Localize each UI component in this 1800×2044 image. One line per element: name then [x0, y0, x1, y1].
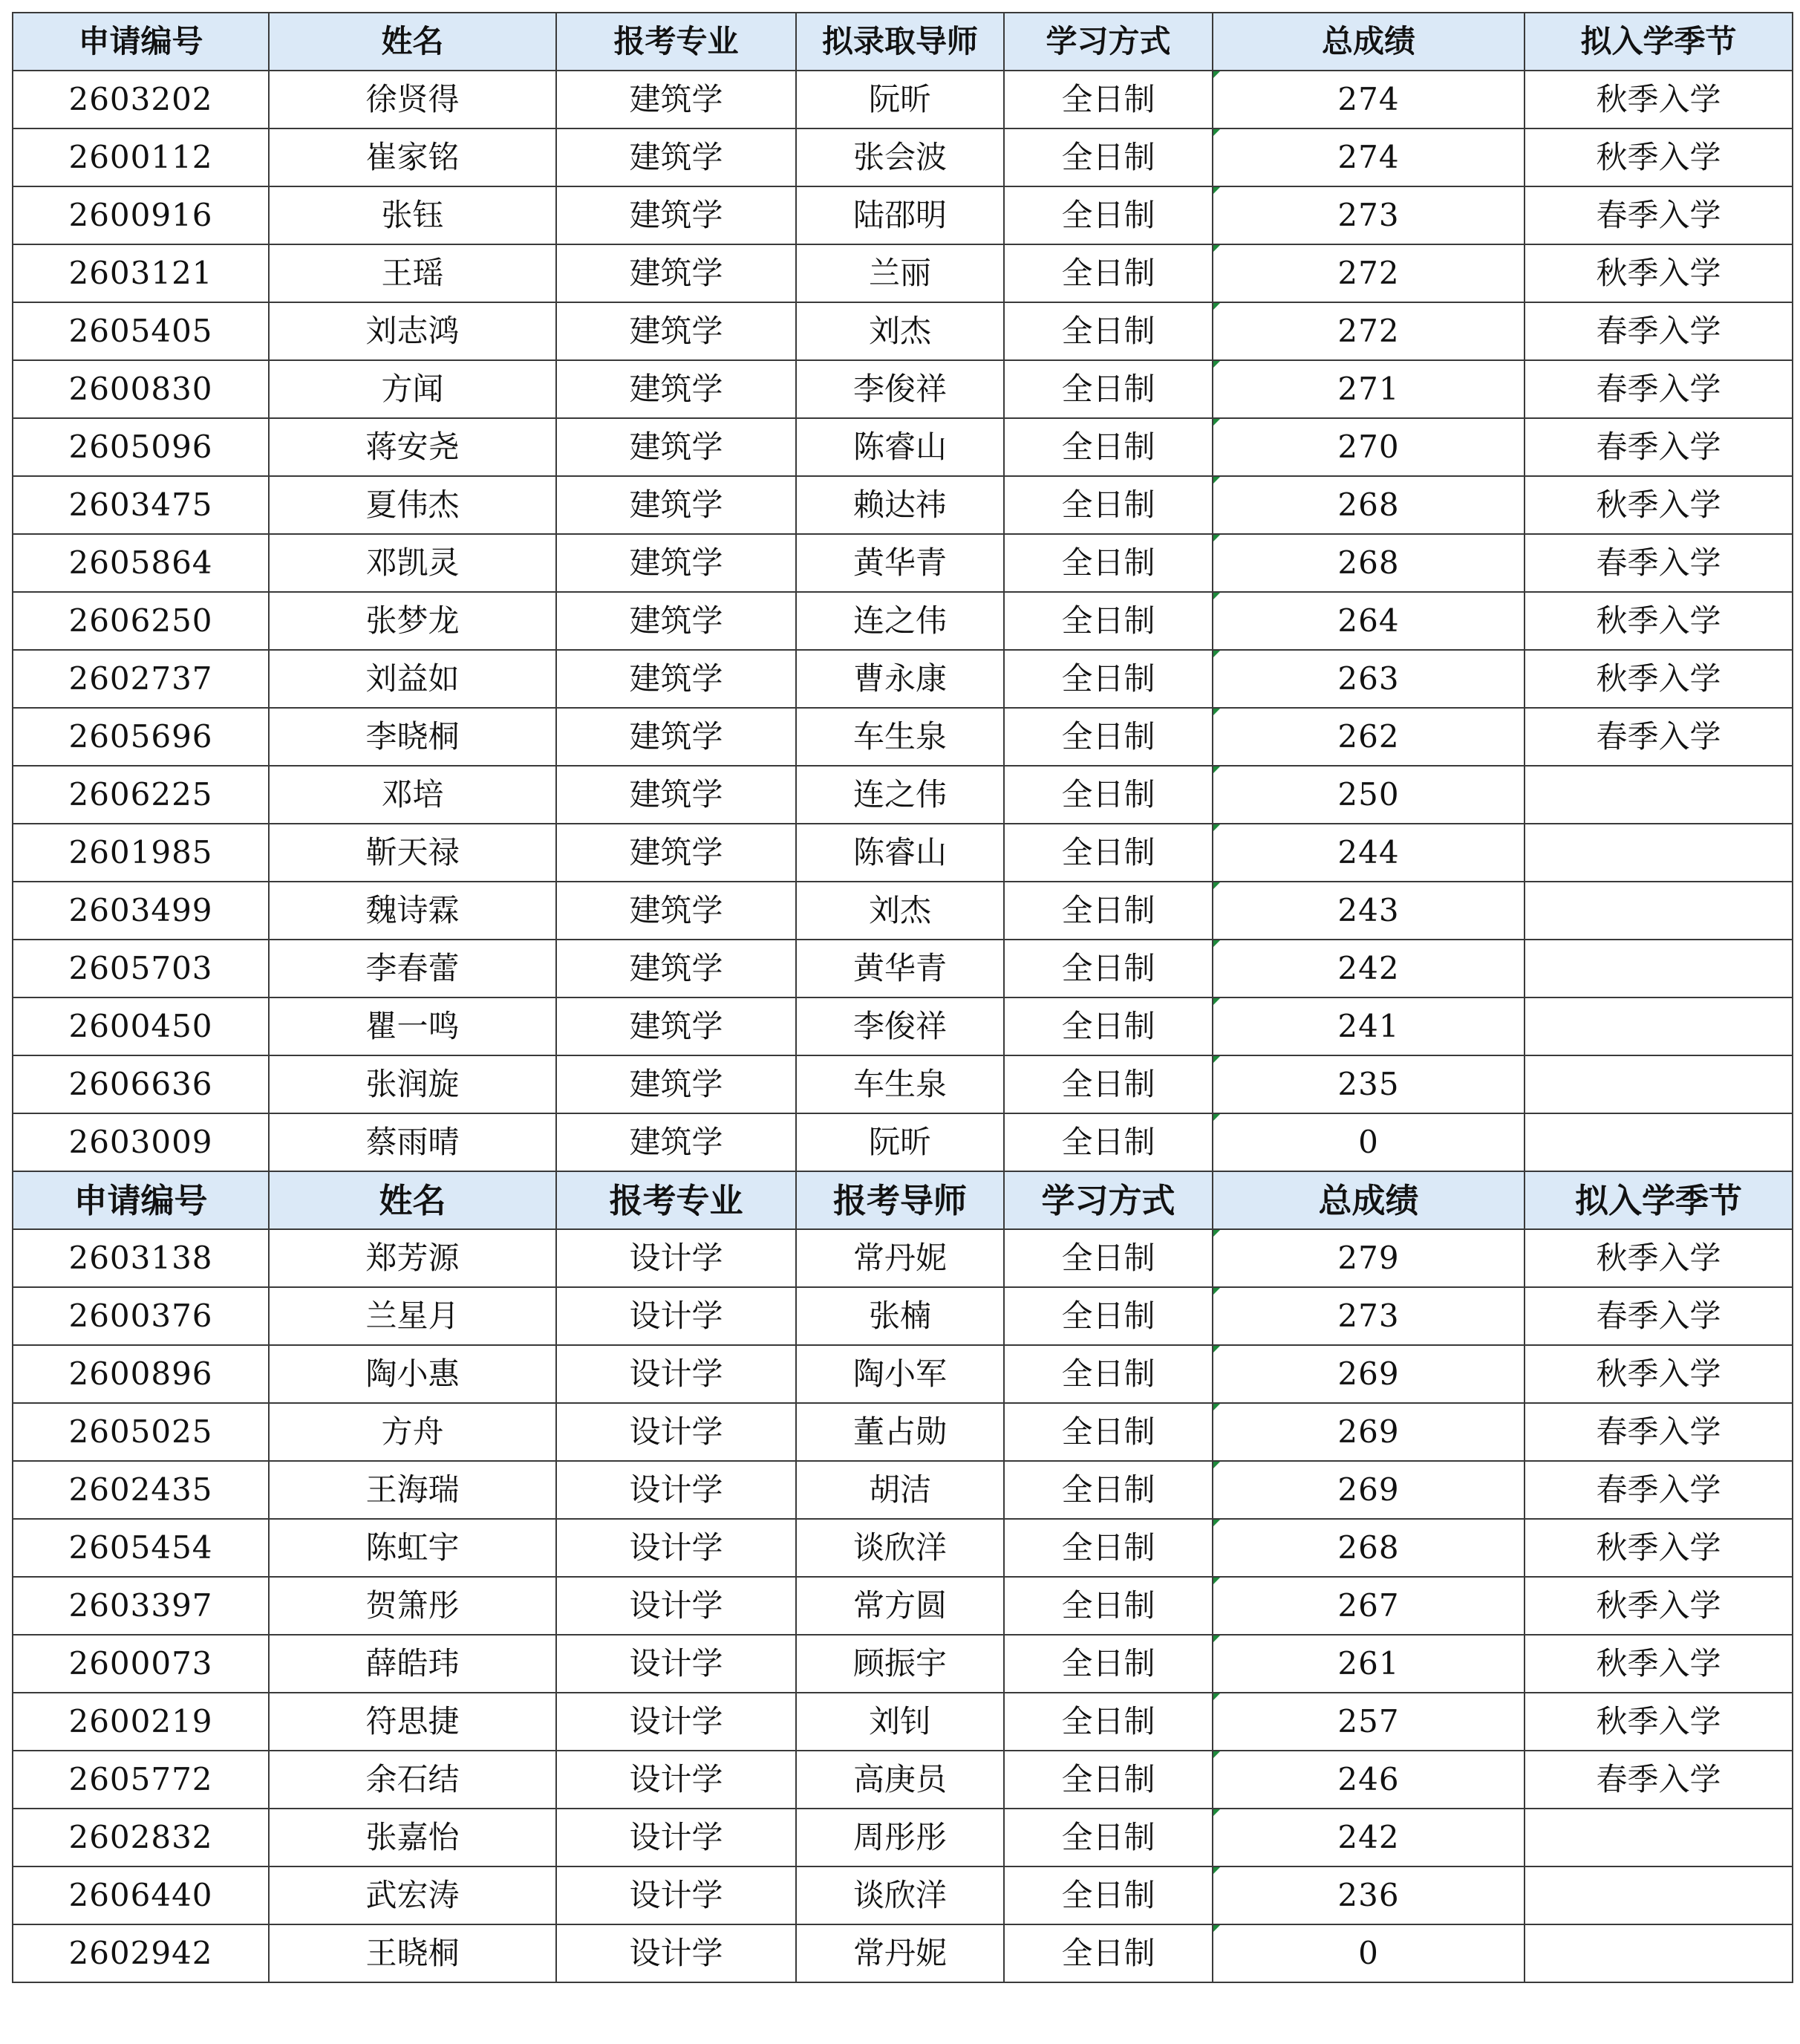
cell-application-id[interactable]: 2606636 — [13, 1055, 269, 1113]
admission-table — [12, 12, 1793, 1983]
table-row — [13, 824, 1793, 882]
cell-major[interactable]: 设计学 — [556, 1461, 796, 1519]
cell-application-id[interactable]: 2603397 — [13, 1577, 269, 1635]
cell-major[interactable]: 设计学 — [556, 1809, 796, 1866]
cell-name[interactable]: 瞿一鸣 — [269, 997, 556, 1055]
cell-entry-season[interactable] — [1525, 882, 1793, 940]
table-row — [13, 766, 1793, 824]
cell-study-mode[interactable]: 全日制 — [1004, 1287, 1213, 1345]
cell-total-score[interactable]: 269 — [1213, 1461, 1525, 1519]
table-row — [13, 1345, 1793, 1403]
cell-entry-season[interactable] — [1525, 1866, 1793, 1924]
cell-application-id[interactable]: 2605096 — [13, 418, 269, 476]
header-study-mode: 学习方式 — [1004, 13, 1213, 71]
header-entry-season: 拟入学季节 — [1525, 1171, 1793, 1229]
cell-major[interactable]: 设计学 — [556, 1345, 796, 1403]
cell-supervisor[interactable]: 李俊祥 — [796, 997, 1004, 1055]
table-row — [13, 534, 1793, 592]
cell-major[interactable]: 设计学 — [556, 1866, 796, 1924]
cell-major[interactable]: 建筑学 — [556, 592, 796, 650]
cell-total-score[interactable]: 269 — [1213, 1403, 1525, 1461]
cell-name[interactable]: 张润旋 — [269, 1055, 556, 1113]
header-application-id: 申请编号 — [13, 13, 269, 71]
cell-name[interactable]: 李晓桐 — [269, 708, 556, 766]
cell-supervisor[interactable]: 刘杰 — [796, 882, 1004, 940]
cell-study-mode[interactable]: 全日制 — [1004, 650, 1213, 708]
cell-supervisor[interactable]: 常丹妮 — [796, 1229, 1004, 1287]
cell-study-mode[interactable]: 全日制 — [1004, 1055, 1213, 1113]
table-row — [13, 302, 1793, 360]
cell-total-score[interactable]: 269 — [1213, 1345, 1525, 1403]
cell-major[interactable]: 设计学 — [556, 1403, 796, 1461]
cell-supervisor[interactable]: 阮昕 — [796, 71, 1004, 128]
cell-study-mode[interactable]: 全日制 — [1004, 1403, 1213, 1461]
cell-total-score[interactable]: 242 — [1213, 940, 1525, 997]
cell-application-id[interactable]: 2600916 — [13, 186, 269, 244]
cell-entry-season[interactable] — [1525, 940, 1793, 997]
cell-total-score[interactable]: 0 — [1213, 1113, 1525, 1171]
cell-total-score[interactable]: 268 — [1213, 1519, 1525, 1577]
cell-major[interactable]: 建筑学 — [556, 128, 796, 186]
table-row — [13, 1635, 1793, 1693]
cell-study-mode[interactable]: 全日制 — [1004, 302, 1213, 360]
cell-name[interactable]: 符思捷 — [269, 1693, 556, 1751]
cell-entry-season[interactable]: 春季入学 — [1525, 1751, 1793, 1809]
cell-application-id[interactable]: 2605405 — [13, 302, 269, 360]
cell-application-id[interactable]: 2600896 — [13, 1345, 269, 1403]
cell-total-score[interactable]: 279 — [1213, 1229, 1525, 1287]
table-row — [13, 1519, 1793, 1577]
cell-supervisor[interactable]: 刘钊 — [796, 1693, 1004, 1751]
cell-application-id[interactable]: 2601985 — [13, 824, 269, 882]
cell-entry-season[interactable]: 春季入学 — [1525, 1461, 1793, 1519]
cell-supervisor[interactable]: 李俊祥 — [796, 360, 1004, 418]
cell-study-mode[interactable]: 全日制 — [1004, 1229, 1213, 1287]
cell-total-score[interactable]: 273 — [1213, 186, 1525, 244]
header-row — [13, 13, 1793, 71]
cell-major[interactable]: 建筑学 — [556, 708, 796, 766]
cell-study-mode[interactable]: 全日制 — [1004, 71, 1213, 128]
cell-entry-season[interactable] — [1525, 766, 1793, 824]
cell-study-mode[interactable]: 全日制 — [1004, 1519, 1213, 1577]
cell-entry-season[interactable]: 春季入学 — [1525, 418, 1793, 476]
cell-application-id[interactable]: 2606225 — [13, 766, 269, 824]
cell-major[interactable]: 设计学 — [556, 1287, 796, 1345]
cell-name[interactable]: 王晓桐 — [269, 1924, 556, 1982]
cell-supervisor[interactable]: 谈欣洋 — [796, 1866, 1004, 1924]
cell-application-id[interactable]: 2603138 — [13, 1229, 269, 1287]
table-row — [13, 1924, 1793, 1982]
header-entry-season: 拟入学季节 — [1525, 13, 1793, 71]
table-row — [13, 186, 1793, 244]
cell-entry-season[interactable]: 春季入学 — [1525, 708, 1793, 766]
cell-total-score[interactable]: 274 — [1213, 128, 1525, 186]
cell-major[interactable]: 建筑学 — [556, 766, 796, 824]
cell-total-score[interactable]: 272 — [1213, 302, 1525, 360]
cell-name[interactable]: 张梦龙 — [269, 592, 556, 650]
cell-name[interactable]: 张嘉怡 — [269, 1809, 556, 1866]
cell-study-mode[interactable]: 全日制 — [1004, 1577, 1213, 1635]
cell-study-mode[interactable]: 全日制 — [1004, 476, 1213, 534]
cell-name[interactable]: 刘志鸿 — [269, 302, 556, 360]
cell-entry-season[interactable]: 秋季入学 — [1525, 476, 1793, 534]
cell-study-mode[interactable]: 全日制 — [1004, 1345, 1213, 1403]
cell-application-id[interactable]: 2600830 — [13, 360, 269, 418]
cell-name[interactable]: 王海瑞 — [269, 1461, 556, 1519]
cell-application-id[interactable]: 2600376 — [13, 1287, 269, 1345]
cell-application-id[interactable]: 2603475 — [13, 476, 269, 534]
table-row — [13, 1866, 1793, 1924]
cell-major[interactable]: 建筑学 — [556, 476, 796, 534]
table-row — [13, 71, 1793, 128]
header-name: 姓名 — [269, 1171, 556, 1229]
cell-entry-season[interactable]: 春季入学 — [1525, 360, 1793, 418]
cell-entry-season[interactable] — [1525, 1055, 1793, 1113]
cell-entry-season[interactable]: 秋季入学 — [1525, 128, 1793, 186]
cell-application-id[interactable]: 2602942 — [13, 1924, 269, 1982]
cell-supervisor[interactable]: 陈睿山 — [796, 824, 1004, 882]
table-row — [13, 1055, 1793, 1113]
cell-application-id[interactable]: 2605864 — [13, 534, 269, 592]
cell-name[interactable]: 郑芳源 — [269, 1229, 556, 1287]
cell-supervisor[interactable]: 连之伟 — [796, 592, 1004, 650]
cell-supervisor[interactable]: 张楠 — [796, 1287, 1004, 1345]
cell-major[interactable]: 设计学 — [556, 1924, 796, 1982]
cell-entry-season[interactable]: 春季入学 — [1525, 302, 1793, 360]
table-row — [13, 940, 1793, 997]
cell-study-mode[interactable]: 全日制 — [1004, 186, 1213, 244]
cell-supervisor[interactable]: 黄华青 — [796, 940, 1004, 997]
cell-study-mode[interactable]: 全日制 — [1004, 708, 1213, 766]
cell-name[interactable]: 兰星月 — [269, 1287, 556, 1345]
cell-supervisor[interactable]: 陆邵明 — [796, 186, 1004, 244]
cell-name[interactable]: 蔡雨晴 — [269, 1113, 556, 1171]
table-row — [13, 1403, 1793, 1461]
cell-study-mode[interactable]: 全日制 — [1004, 1924, 1213, 1982]
cell-application-id[interactable]: 2603499 — [13, 882, 269, 940]
cell-total-score[interactable]: 264 — [1213, 592, 1525, 650]
table-row — [13, 1751, 1793, 1809]
table-row — [13, 360, 1793, 418]
cell-study-mode[interactable]: 全日制 — [1004, 1635, 1213, 1693]
cell-entry-season[interactable]: 春季入学 — [1525, 534, 1793, 592]
cell-entry-season[interactable]: 秋季入学 — [1525, 1577, 1793, 1635]
cell-name[interactable]: 武宏涛 — [269, 1866, 556, 1924]
cell-major[interactable]: 建筑学 — [556, 71, 796, 128]
cell-major[interactable]: 设计学 — [556, 1519, 796, 1577]
cell-supervisor[interactable]: 车生泉 — [796, 708, 1004, 766]
cell-application-id[interactable]: 2605696 — [13, 708, 269, 766]
cell-entry-season[interactable]: 秋季入学 — [1525, 650, 1793, 708]
cell-entry-season[interactable] — [1525, 1924, 1793, 1982]
cell-entry-season[interactable] — [1525, 824, 1793, 882]
header-application-id: 申请编号 — [13, 1171, 269, 1229]
cell-supervisor[interactable]: 赖达祎 — [796, 476, 1004, 534]
cell-name[interactable]: 王瑶 — [269, 244, 556, 302]
cell-name[interactable]: 余石结 — [269, 1751, 556, 1809]
cell-major[interactable]: 建筑学 — [556, 882, 796, 940]
cell-supervisor[interactable]: 高庚员 — [796, 1751, 1004, 1809]
cell-study-mode[interactable]: 全日制 — [1004, 360, 1213, 418]
cell-major[interactable]: 建筑学 — [556, 997, 796, 1055]
table-row — [13, 997, 1793, 1055]
table-row — [13, 1229, 1793, 1287]
cell-supervisor[interactable]: 常方圆 — [796, 1577, 1004, 1635]
cell-application-id[interactable]: 2602435 — [13, 1461, 269, 1519]
cell-name[interactable]: 方闻 — [269, 360, 556, 418]
table-row — [13, 882, 1793, 940]
cell-total-score[interactable]: 268 — [1213, 534, 1525, 592]
table-row — [13, 592, 1793, 650]
cell-major[interactable]: 建筑学 — [556, 186, 796, 244]
cell-total-score[interactable]: 241 — [1213, 997, 1525, 1055]
cell-entry-season[interactable]: 春季入学 — [1525, 1287, 1793, 1345]
cell-application-id[interactable]: 2605454 — [13, 1519, 269, 1577]
cell-name[interactable]: 蒋安尧 — [269, 418, 556, 476]
cell-name[interactable]: 魏诗霖 — [269, 882, 556, 940]
cell-supervisor[interactable]: 连之伟 — [796, 766, 1004, 824]
table-row — [13, 476, 1793, 534]
cell-total-score[interactable]: 262 — [1213, 708, 1525, 766]
cell-study-mode[interactable]: 全日制 — [1004, 1809, 1213, 1866]
table-row — [13, 1809, 1793, 1866]
cell-total-score[interactable]: 250 — [1213, 766, 1525, 824]
cell-study-mode[interactable]: 全日制 — [1004, 1113, 1213, 1171]
cell-entry-season[interactable] — [1525, 997, 1793, 1055]
cell-study-mode[interactable]: 全日制 — [1004, 882, 1213, 940]
cell-total-score[interactable]: 246 — [1213, 1751, 1525, 1809]
cell-application-id[interactable]: 2606250 — [13, 592, 269, 650]
cell-name[interactable]: 陶小惠 — [269, 1345, 556, 1403]
cell-entry-season[interactable]: 春季入学 — [1525, 1403, 1793, 1461]
table-row — [13, 418, 1793, 476]
cell-entry-season[interactable]: 秋季入学 — [1525, 244, 1793, 302]
cell-total-score[interactable]: 274 — [1213, 71, 1525, 128]
cell-entry-season[interactable]: 秋季入学 — [1525, 1229, 1793, 1287]
cell-name[interactable]: 夏伟杰 — [269, 476, 556, 534]
header-supervisor: 拟录取导师 — [796, 13, 1004, 71]
header-name: 姓名 — [269, 13, 556, 71]
cell-entry-season[interactable]: 秋季入学 — [1525, 592, 1793, 650]
cell-application-id[interactable]: 2602737 — [13, 650, 269, 708]
cell-entry-season[interactable]: 春季入学 — [1525, 186, 1793, 244]
cell-supervisor[interactable]: 顾振宇 — [796, 1635, 1004, 1693]
cell-supervisor[interactable]: 刘杰 — [796, 302, 1004, 360]
cell-total-score[interactable]: 270 — [1213, 418, 1525, 476]
cell-application-id[interactable]: 2600219 — [13, 1693, 269, 1751]
cell-total-score[interactable]: 272 — [1213, 244, 1525, 302]
cell-total-score[interactable]: 263 — [1213, 650, 1525, 708]
cell-application-id[interactable]: 2603121 — [13, 244, 269, 302]
cell-major[interactable]: 建筑学 — [556, 940, 796, 997]
cell-major[interactable]: 设计学 — [556, 1577, 796, 1635]
table-row — [13, 1287, 1793, 1345]
cell-study-mode[interactable]: 全日制 — [1004, 1866, 1213, 1924]
cell-major[interactable]: 建筑学 — [556, 244, 796, 302]
cell-name[interactable]: 徐贤得 — [269, 71, 556, 128]
cell-entry-season[interactable]: 秋季入学 — [1525, 1693, 1793, 1751]
cell-major[interactable]: 建筑学 — [556, 302, 796, 360]
cell-total-score[interactable]: 271 — [1213, 360, 1525, 418]
cell-application-id[interactable]: 2603009 — [13, 1113, 269, 1171]
cell-study-mode[interactable]: 全日制 — [1004, 940, 1213, 997]
table-row — [13, 1577, 1793, 1635]
cell-name[interactable]: 崔家铭 — [269, 128, 556, 186]
cell-total-score[interactable]: 244 — [1213, 824, 1525, 882]
cell-study-mode[interactable]: 全日制 — [1004, 824, 1213, 882]
cell-entry-season[interactable]: 秋季入学 — [1525, 1345, 1793, 1403]
table-row — [13, 650, 1793, 708]
cell-supervisor[interactable]: 陈睿山 — [796, 418, 1004, 476]
cell-total-score[interactable]: 242 — [1213, 1809, 1525, 1866]
cell-name[interactable]: 方舟 — [269, 1403, 556, 1461]
cell-major[interactable]: 建筑学 — [556, 1113, 796, 1171]
cell-name[interactable]: 靳天禄 — [269, 824, 556, 882]
table-row — [13, 244, 1793, 302]
cell-supervisor[interactable]: 阮昕 — [796, 1113, 1004, 1171]
header-total-score: 总成绩 — [1213, 1171, 1525, 1229]
cell-total-score[interactable]: 0 — [1213, 1924, 1525, 1982]
cell-supervisor[interactable]: 黄华青 — [796, 534, 1004, 592]
cell-study-mode[interactable]: 全日制 — [1004, 1693, 1213, 1751]
cell-supervisor[interactable]: 胡洁 — [796, 1461, 1004, 1519]
cell-application-id[interactable]: 2603202 — [13, 71, 269, 128]
cell-major[interactable]: 建筑学 — [556, 650, 796, 708]
cell-study-mode[interactable]: 全日制 — [1004, 1751, 1213, 1809]
header-major: 报考专业 — [556, 13, 796, 71]
cell-application-id[interactable]: 2605025 — [13, 1403, 269, 1461]
cell-major[interactable]: 设计学 — [556, 1693, 796, 1751]
cell-application-id[interactable]: 2600112 — [13, 128, 269, 186]
cell-name[interactable]: 贺箫彤 — [269, 1577, 556, 1635]
cell-major[interactable]: 建筑学 — [556, 824, 796, 882]
header-row — [13, 1171, 1793, 1229]
cell-name[interactable]: 刘益如 — [269, 650, 556, 708]
cell-supervisor[interactable]: 车生泉 — [796, 1055, 1004, 1113]
cell-name[interactable]: 张钰 — [269, 186, 556, 244]
cell-total-score[interactable]: 235 — [1213, 1055, 1525, 1113]
cell-study-mode[interactable]: 全日制 — [1004, 418, 1213, 476]
cell-application-id[interactable]: 2600450 — [13, 997, 269, 1055]
cell-major[interactable]: 设计学 — [556, 1635, 796, 1693]
cell-study-mode[interactable]: 全日制 — [1004, 244, 1213, 302]
cell-total-score[interactable]: 243 — [1213, 882, 1525, 940]
cell-study-mode[interactable]: 全日制 — [1004, 592, 1213, 650]
table-row — [13, 1461, 1793, 1519]
cell-major[interactable]: 建筑学 — [556, 534, 796, 592]
cell-entry-season[interactable]: 秋季入学 — [1525, 71, 1793, 128]
cell-total-score[interactable]: 273 — [1213, 1287, 1525, 1345]
header-total-score: 总成绩 — [1213, 13, 1525, 71]
cell-total-score[interactable]: 236 — [1213, 1866, 1525, 1924]
cell-major[interactable]: 设计学 — [556, 1229, 796, 1287]
cell-study-mode[interactable]: 全日制 — [1004, 766, 1213, 824]
table-row — [13, 1693, 1793, 1751]
cell-major[interactable]: 建筑学 — [556, 418, 796, 476]
cell-supervisor[interactable]: 谈欣洋 — [796, 1519, 1004, 1577]
cell-application-id[interactable]: 2605772 — [13, 1751, 269, 1809]
header-supervisor: 报考导师 — [796, 1171, 1004, 1229]
cell-name[interactable]: 邓凯灵 — [269, 534, 556, 592]
header-study-mode: 学习方式 — [1004, 1171, 1213, 1229]
table-row — [13, 708, 1793, 766]
cell-name[interactable]: 李春蕾 — [269, 940, 556, 997]
cell-supervisor[interactable]: 陶小军 — [796, 1345, 1004, 1403]
cell-name[interactable]: 陈虹宇 — [269, 1519, 556, 1577]
cell-entry-season[interactable] — [1525, 1809, 1793, 1866]
cell-total-score[interactable]: 267 — [1213, 1577, 1525, 1635]
cell-supervisor[interactable]: 曹永康 — [796, 650, 1004, 708]
cell-name[interactable]: 薛皓玮 — [269, 1635, 556, 1693]
cell-supervisor[interactable]: 董占勋 — [796, 1403, 1004, 1461]
cell-application-id[interactable]: 2606440 — [13, 1866, 269, 1924]
cell-study-mode[interactable]: 全日制 — [1004, 128, 1213, 186]
cell-total-score[interactable]: 268 — [1213, 476, 1525, 534]
cell-study-mode[interactable]: 全日制 — [1004, 997, 1213, 1055]
cell-supervisor[interactable]: 周彤彤 — [796, 1809, 1004, 1866]
table-row — [13, 1113, 1793, 1171]
cell-total-score[interactable]: 257 — [1213, 1693, 1525, 1751]
cell-study-mode[interactable]: 全日制 — [1004, 534, 1213, 592]
cell-supervisor[interactable]: 常丹妮 — [796, 1924, 1004, 1982]
cell-major[interactable]: 建筑学 — [556, 1055, 796, 1113]
cell-application-id[interactable]: 2605703 — [13, 940, 269, 997]
cell-application-id[interactable]: 2602832 — [13, 1809, 269, 1866]
cell-name[interactable]: 邓培 — [269, 766, 556, 824]
cell-entry-season[interactable] — [1525, 1113, 1793, 1171]
cell-application-id[interactable]: 2600073 — [13, 1635, 269, 1693]
table-row — [13, 128, 1793, 186]
header-major: 报考专业 — [556, 1171, 796, 1229]
cell-supervisor[interactable]: 兰丽 — [796, 244, 1004, 302]
cell-study-mode[interactable]: 全日制 — [1004, 1461, 1213, 1519]
cell-supervisor[interactable]: 张会波 — [796, 128, 1004, 186]
cell-major[interactable]: 设计学 — [556, 1751, 796, 1809]
cell-total-score[interactable]: 261 — [1213, 1635, 1525, 1693]
cell-entry-season[interactable]: 秋季入学 — [1525, 1519, 1793, 1577]
cell-major[interactable]: 建筑学 — [556, 360, 796, 418]
cell-entry-season[interactable]: 秋季入学 — [1525, 1635, 1793, 1693]
